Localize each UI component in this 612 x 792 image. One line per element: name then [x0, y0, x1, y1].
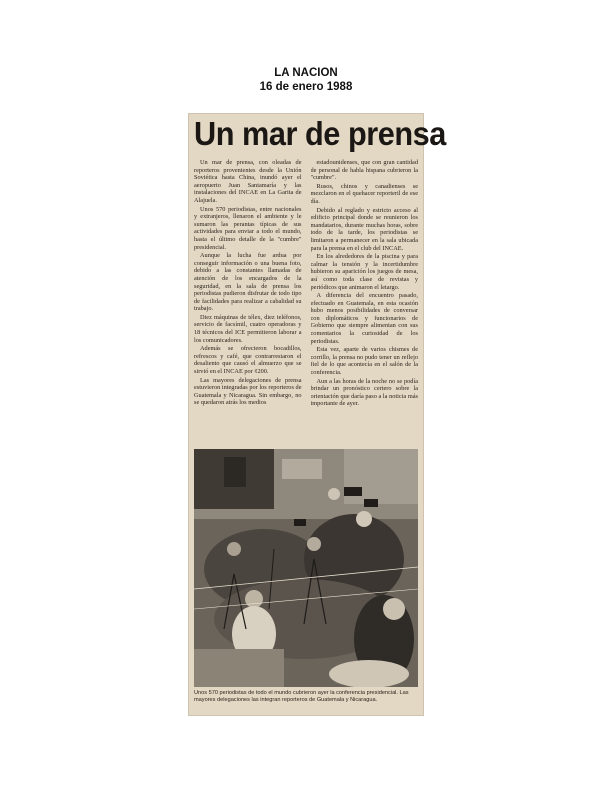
page-header — [0, 66, 612, 94]
publication-name: LA NACION — [274, 67, 338, 79]
photo-caption: Unos 570 periodistas de todo el mundo cubrieron ayer la conferencia presidencial. Las mayores delegaciones las integran reporteros de Guatemala y Nicaragua. — [194, 690, 409, 703]
article-body — [194, 159, 418, 451]
article-column-1 — [194, 159, 302, 451]
press-photo — [194, 449, 418, 687]
paragraph: estadounidenses, que con gran cantidad de personal de habla hispana cubrieron la "cumbre". — [310, 159, 418, 182]
paragraph: Aunque la lucha fue ardua por conseguir información o una buena foto, debido a las constantes llamadas de atención de los encargados de la seguridad, en la sala de prensa los periodistas pudieron disfrutar de todo tipo de facilidades para realizar a cabalidad su trabajo. — [194, 252, 302, 313]
paragraph: Además se ofrecieron bocadillos, refrescos y café, que contrarrestaron el desaliento que causó el almuerzo que se sirvió en el INCAE por ¢200. — [194, 345, 302, 376]
newspaper-clipping — [188, 113, 446, 716]
publication-date: 16 de enero 1988 — [259, 81, 353, 93]
paragraph: Debido al reglado y estricto acceso al edificio principal donde se reunieron los mandatarios, durante muchas horas, sobre todo de la tarde, los periodistas se limitaron a permanecer en la sala ubicada para la prensa en el club del INCAE. — [310, 206, 418, 252]
paragraph: Esta vez, aparte de varios chismes de corrillo, la prensa no pudo tener un reflejo fiel de lo que acontecía en el salón de la conferencia. — [310, 346, 418, 377]
paragraph: Un mar de prensa, con oleadas de reporteros provenientes desde la Unión Soviética hasta China, inundó ayer el aeropuerto Juan Santamaría y las instalaciones del INCAE en La Garita de Alajuela. — [194, 159, 302, 204]
paragraph: Las mayores delegaciones de prensa estuvieron integradas por los reporteros de Guatemala y Nicaragua. Sin embargo, no se quedaron atrás los medios — [194, 376, 302, 407]
paragraph: Unos 570 periodistas, entre nacionales y extranjeros, llenaron el ambiente y le sumaron las perantas típicas de sus actividades para enviar a todo el mundo, hasta el último detalle de la "cumbre" presidencial. — [194, 205, 302, 251]
paragraph: Aun a las horas de la noche no se podía brindar un pronóstico certero sobre la orientación que daría paso a la noticia más importante de ayer. — [310, 377, 418, 408]
paragraph: En los alrededores de la piscina y para calmar la tensión y la incertidumbre hubieron su aparición los juegos de mesa, así como toda clase de revistas y periódicos que animaron el letargo. — [310, 253, 418, 291]
paragraph: A diferencia del encuentro pasado, efectuado en Guatemala, en esta ocasión hubo menos posibilidades de conversar con diplomáticos y funcionarios de Gobierno que siempre alimentan con sus comentarios la curiosidad de los periodistas. — [310, 292, 418, 345]
paragraph: Rusos, chinos y canadienses se mezclaron en el quehacer reporteril de ese día. — [310, 182, 418, 205]
press-crowd-image — [194, 449, 418, 687]
paragraph: Diez máquinas de télex, diez teléfonos, servicio de facsímil, cuatro operadoras y 18 técnicos del ICE permitieron laborar a los comunicadores. — [194, 313, 302, 344]
article-headline: Un mar de prensa — [194, 115, 446, 152]
article-column-2 — [311, 159, 419, 451]
